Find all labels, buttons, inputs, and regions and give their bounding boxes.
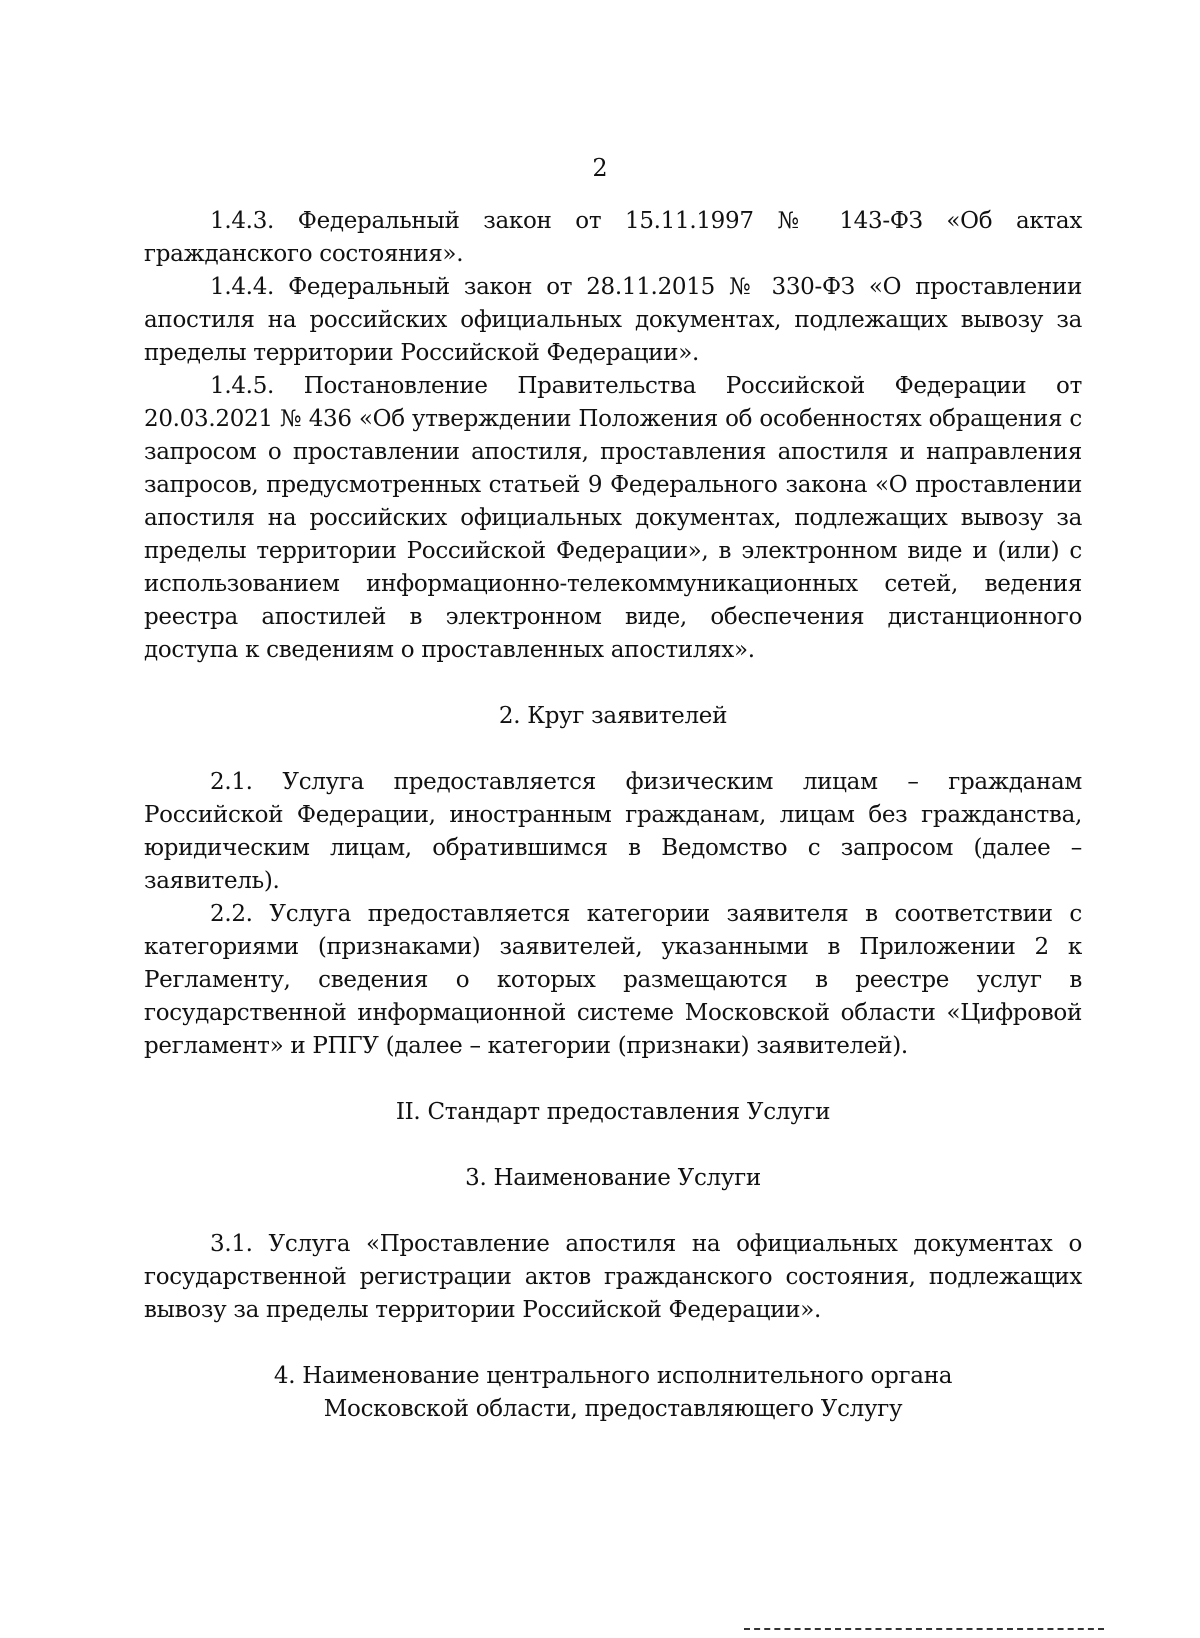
page-number: 2 <box>592 154 608 182</box>
document-body <box>144 205 1082 1426</box>
paragraph-1-4-5: 1.4.5. Постановление Правительства Российской Федерации от 20.03.2021 № 436 «Об утверждении Положения об особенностях обращения с запросом о проставлении апостиля, проставления апостиля и направления запросов, предусмотренных статьей 9 Федерального закона «О проставлении апостиля на российских официальных документах, подлежащих вывозу за пределы территории Российской Федерации», в электронном виде и (или) с использованием информационно-телекоммуникационных сетей, ведения реестра апостилей в электронном виде, обеспечения дистанционного доступа к сведениям о проставленных апостилях». <box>144 373 1082 663</box>
section-4-heading-line-1: 4. Наименование центрального исполнительного органа <box>273 1363 953 1389</box>
paragraph-1-4-4: 1.4.4. Федеральный закон от 28.11.2015 № 330-ФЗ «О проставлении апостиля на российских официальных документах, подлежащих вывозу за пределы территории Российской Федерации». <box>144 274 1082 366</box>
section-4-heading-line-2: Московской области, предоставляющего Услугу <box>323 1396 903 1422</box>
section-3-heading: 3. Наименование Услуги <box>465 1165 761 1191</box>
scan-edge-mark <box>744 1628 1104 1630</box>
section-4-heading <box>144 1360 1082 1426</box>
chapter-2-heading: II. Стандарт предоставления Услуги <box>395 1099 831 1125</box>
section-2-heading: 2. Круг заявителей <box>498 703 728 729</box>
paragraph-3-1: 3.1. Услуга «Проставление апостиля на официальных документах о государственной регистрации актов гражданского состояния, подлежащих вывозу за пределы территории Российской Федерации». <box>144 1231 1082 1323</box>
paragraph-2-2: 2.2. Услуга предоставляется категории заявителя в соответствии с категориями (признаками) заявителей, указанными в Приложении 2 к Регламенту, сведения о которых размещаются в реестре услуг в государственной информационной системе Московской области «Цифровой регламент» и РПГУ (далее – категории (признаки) заявителей). <box>144 901 1082 1059</box>
paragraph-2-1: 2.1. Услуга предоставляется физическим лицам – гражданам Российской Федерации, иностранным гражданам, лицам без гражданства, юридическим лицам, обратившимся в Ведомство с запросом (далее – заявитель). <box>144 769 1082 894</box>
paragraph-1-4-3: 1.4.3. Федеральный закон от 15.11.1997 № 143-ФЗ «Об актах гражданского состояния». <box>144 208 1082 267</box>
